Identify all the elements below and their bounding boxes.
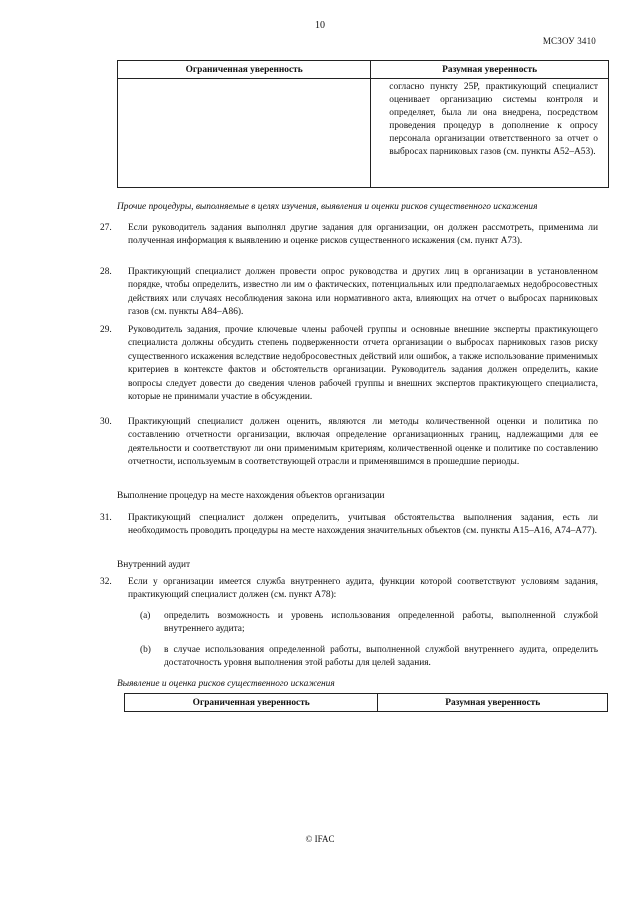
paragraph-29 xyxy=(100,324,598,404)
cell-reasonable xyxy=(371,79,609,188)
sub-item-text: в случае использования определенной работы, выполненной службой внутреннего аудита, определить достаточность уровня выполнения этой работы для целей задания. xyxy=(164,645,598,669)
sub-item-label: (a) xyxy=(140,611,151,621)
section-heading-internal-audit: Внутренний аудит xyxy=(117,560,191,570)
footer-copyright: © IFAC xyxy=(305,834,335,844)
cell-limited xyxy=(118,79,371,188)
paragraph-number: 32. xyxy=(100,577,112,587)
paragraph-27 xyxy=(100,222,598,249)
paragraph-32 xyxy=(100,576,598,603)
paragraph-number: 27. xyxy=(100,223,112,233)
sub-item-b xyxy=(140,644,598,671)
reasonable-assurance-text: согласно пункту 25P, практикующий специалист оценивает организацию системы контроля и определяет, была ли она внедрена, посредством проведения процедур в дополнение к опросу персонала организации ответственного за отчет о выбросах парниковых газов (см. пункты А52–А53). xyxy=(389,82,598,158)
paragraph-number: 30. xyxy=(100,417,112,427)
paragraph-text: Руководитель задания, прочие ключевые члены рабочей группы и основные внешние эксперты практикующего специалиста должны обсудить степень подверженности отчета организации о выбросах парниковых газов риску существенного искажения вследствие недобросовестных действий или ошибок, а также использование применимых критериев в контексте фактов и обстоятельств организации. Руководитель задания должен определить, какие вопросы следует довести до сведения членов рабочей группы и внешних экспертов практикующего специалиста, которые не принимали участие в обсуждении. xyxy=(128,325,598,403)
section-heading-other-procedures: Прочие процедуры, выполняемые в целях изучения, выявления и оценки рисков существенного искажения xyxy=(117,202,538,212)
assurance-table-top xyxy=(117,60,609,188)
section-heading-site-procedures: Выполнение процедур на месте нахождения объектов организации xyxy=(117,491,385,501)
column-header-limited: Ограниченная уверенность xyxy=(118,61,371,79)
paragraph-28 xyxy=(100,266,598,320)
paragraph-30 xyxy=(100,416,598,470)
document-code: МСЗОУ 3410 xyxy=(542,36,596,46)
paragraph-number: 29. xyxy=(100,325,112,335)
paragraph-text: Если руководитель задания выполнял другие задания для организации, он должен рассмотреть, применима ли полученная информация к выявлению и оценке рисков существенного искажения (см. пункт А73). xyxy=(128,223,598,247)
paragraph-text: Если у организации имеется служба внутреннего аудита, функции которой соответствуют условиям задания, практикующий специалист должен (см. пункт А78): xyxy=(128,577,598,601)
paragraph-31 xyxy=(100,512,598,539)
paragraph-text: Практикующий специалист должен оценить, являются ли методы количественной оценки и политика по составлению отчетности организации, включая определение организационных границ, надлежащими для ее деятельности и соответствуют ли они применимым критериям, количественной оценке и политике по составлению отчетности, используемым в соответствующей отрасли и применявшимся в прошедшие периоды. xyxy=(128,417,598,468)
column-header-reasonable: Разумная уверенность xyxy=(371,61,609,79)
paragraph-text: Практикующий специалист должен определить, учитывая обстоятельства выполнения задания, есть ли необходимость проводить процедуры на месте нахождения значительных объектов (см. пункты А15–А16, А74–А77). xyxy=(128,513,598,537)
sub-item-text: определить возможность и уровень использования определенной работы, выполненной службой внутреннего аудита; xyxy=(164,611,598,635)
paragraph-number: 28. xyxy=(100,267,112,277)
page-number: 10 xyxy=(315,20,325,31)
sub-item-label: (b) xyxy=(140,645,151,655)
sub-item-a xyxy=(140,610,598,637)
column-header-limited: Ограниченная уверенность xyxy=(125,694,378,712)
section-heading-risk-assessment: Выявление и оценка рисков существенного искажения xyxy=(117,679,335,689)
paragraph-number: 31. xyxy=(100,513,112,523)
assurance-table-bottom xyxy=(124,693,608,712)
paragraph-text: Практикующий специалист должен провести опрос руководства и других лиц в организации в установленном порядке, чтобы определить, известно ли им о фактических, потенциальных или предполагаемых недобросовестных действиях или случаях несоблюдения закона или нормативного акта, влияющих на отчет о выбросах парниковых газов (см. пункты А84–А86). xyxy=(128,267,598,318)
column-header-reasonable: Разумная уверенность xyxy=(378,694,608,712)
